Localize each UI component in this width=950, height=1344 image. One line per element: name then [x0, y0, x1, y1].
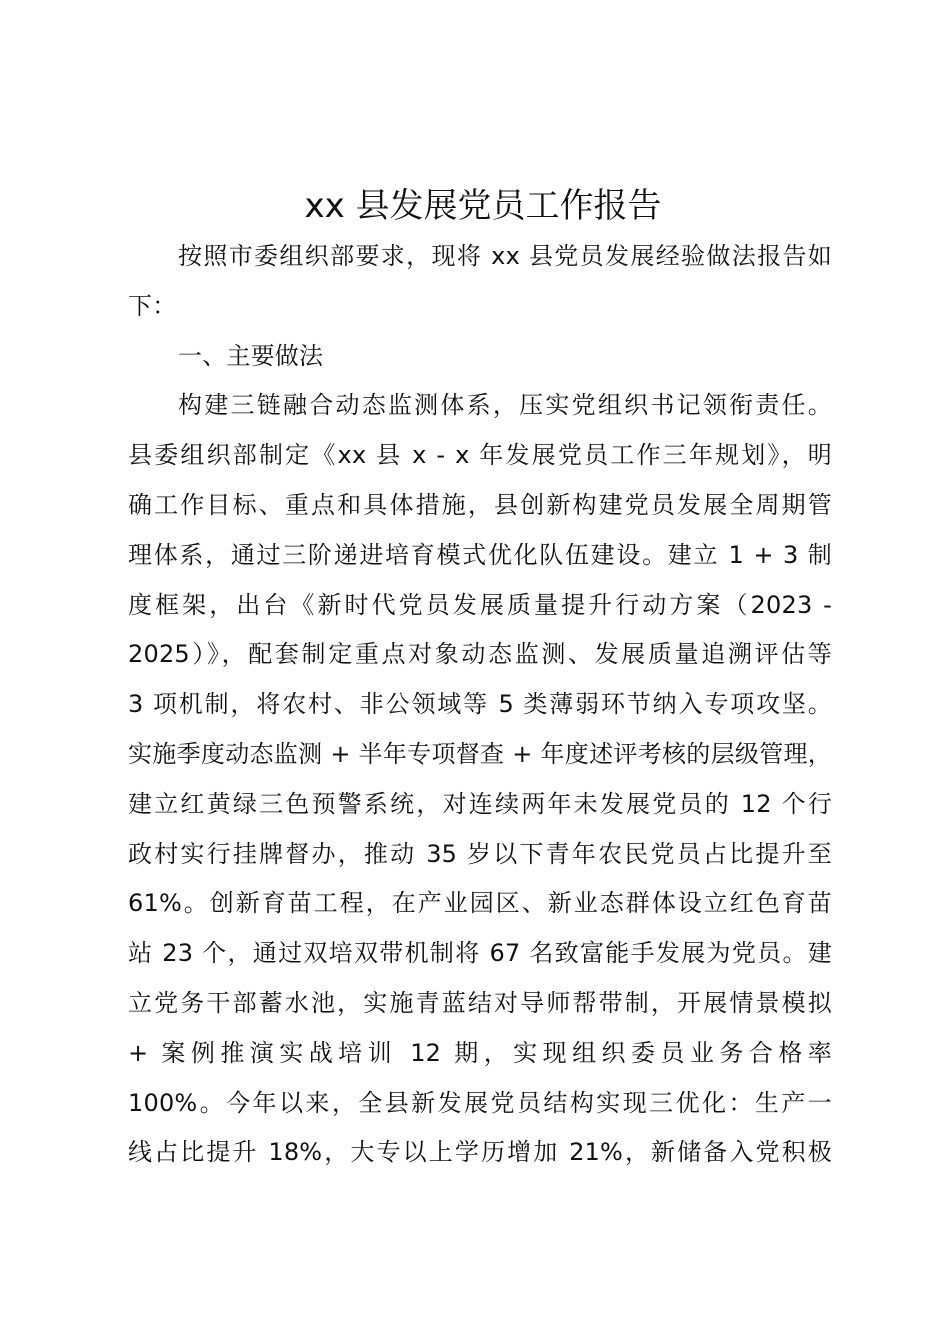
- body-line: 61%。创新育苗工程，在产业园区、新业态群体设立红色育苗: [128, 889, 832, 918]
- body-line: 立党务干部蓄水池，实施青蓝结对导师帮带制，开展情景模拟: [128, 988, 832, 1017]
- body-line: 建立红黄绿三色预警系统，对连续两年未发展党员的 12 个行: [128, 789, 832, 818]
- body-line: + 案例推演实战培训 12 期，实现组织委员业务合格率: [128, 1038, 832, 1067]
- body-line: 100%。今年以来，全县新发展党员结构实现三优化：生产一: [128, 1088, 832, 1117]
- section-heading: 一、主要做法: [178, 341, 324, 370]
- body-line: 度框架，出台《新时代党员发展质量提升行动方案（2023 -: [128, 590, 832, 619]
- section-heading-block: [128, 332, 832, 382]
- intro-line: 下：: [128, 291, 177, 320]
- document-title: xx 县发展党员工作报告: [304, 186, 662, 226]
- body-line: 实施季度动态监测 + 半年专项督查 + 年度述评考核的层级管理，: [128, 739, 832, 768]
- body-line: 确工作目标、重点和具体措施，县创新构建党员发展全周期管: [128, 490, 832, 519]
- body-line: 2025）》，配套制定重点对象动态监测、发展质量追溯评估等: [128, 640, 832, 669]
- body-line: 县委组织部制定《xx 县 x - x 年发展党员工作三年规划》，明: [128, 441, 832, 470]
- body-line: 理体系，通过三阶递进培育模式优化队伍建设。建立 1 + 3 制: [128, 540, 832, 569]
- body-paragraph: [128, 381, 832, 1178]
- body-line: 3 项机制，将农村、非公领域等 5 类薄弱环节纳入专项攻坚。: [128, 690, 832, 719]
- intro-line: 按照市委组织部要求，现将 xx 县党员发展经验做法报告如: [178, 242, 832, 270]
- intro-paragraph: [128, 232, 832, 332]
- body-line: 政村实行挂牌督办，推动 35 岁以下青年农民党员占比提升至: [128, 839, 832, 868]
- body-line: 线占比提升 18%，大专以上学历增加 21%，新储备入党积极: [128, 1138, 832, 1167]
- body-line: 站 23 个，通过双培双带机制将 67 名致富能手发展为党员。建: [128, 939, 832, 968]
- body-line: 构建三链融合动态监测体系，压实党组织书记领衔责任。: [178, 391, 832, 420]
